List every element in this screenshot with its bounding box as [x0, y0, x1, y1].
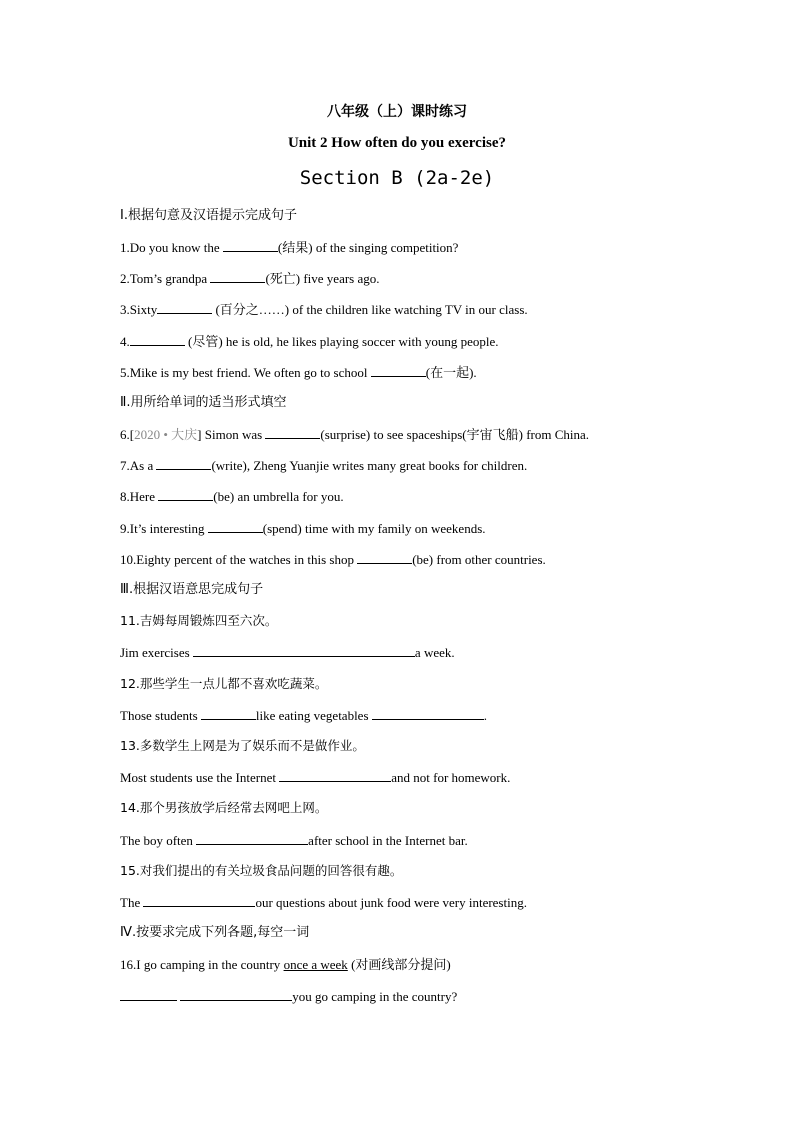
q12-chinese: 12.那些学生一点儿都不喜欢吃蔬菜。 — [120, 676, 328, 691]
q1-blank[interactable] — [223, 238, 278, 252]
question-13 — [120, 768, 510, 787]
unit-title: Unit 2 How often do you exercise? — [287, 135, 507, 151]
q16-underlined-phrase: once a week — [283, 957, 348, 972]
q14-chinese: 14.那个男孩放学后经常去网吧上网。 — [120, 800, 328, 815]
question-12 — [120, 706, 487, 725]
q13-text-a: Most students use the Internet — [120, 770, 280, 785]
part1-heading: Ⅰ.根据句意及汉语提示完成句子 — [120, 208, 297, 223]
question-9 — [120, 519, 486, 538]
q14-text-a: The boy often — [120, 833, 197, 848]
q12-text-c: . — [483, 708, 488, 723]
q7-text-a: 7.As a — [120, 458, 157, 473]
q5-blank[interactable] — [371, 363, 426, 377]
q11-blank[interactable] — [193, 643, 415, 657]
q4-blank[interactable] — [130, 332, 185, 346]
q16-blank-2[interactable] — [180, 987, 292, 1001]
question-7 — [120, 456, 527, 475]
q6-blank[interactable] — [265, 425, 320, 439]
q12-blank-1[interactable] — [201, 706, 256, 720]
q15-text-a: The — [120, 895, 144, 910]
q3-text-a: 3.Sixty — [120, 302, 158, 317]
question-3 — [120, 300, 528, 319]
question-16-answer — [120, 987, 457, 1006]
part3-heading: Ⅲ.根据汉语意思完成句子 — [120, 582, 264, 597]
q16-text-c: you go camping in the country? — [292, 989, 458, 1004]
q12-text-a: Those students — [120, 708, 201, 723]
q15-text-b: our questions about junk food were very interesting. — [255, 895, 527, 910]
q9-text-b: (spend) time with my family on weekends. — [262, 521, 486, 536]
q8-text-b: (be) an umbrella for you. — [213, 489, 344, 504]
q4-text-a: 4. — [120, 334, 130, 349]
q1-text-a: 1.Do you know the — [120, 240, 223, 255]
q16-text-a: 16.I go camping in the country — [120, 957, 284, 972]
question-4 — [120, 332, 499, 351]
q6-text-b: (surprise) to see spaceships(宇宙飞船) from China. — [320, 427, 590, 442]
q3-blank[interactable] — [157, 300, 212, 314]
q9-blank[interactable] — [208, 519, 263, 533]
q10-blank[interactable] — [357, 550, 412, 564]
question-6 — [120, 425, 589, 444]
q14-blank[interactable] — [196, 831, 308, 845]
q8-text-a: 8.Here — [120, 489, 159, 504]
worksheet-title: 八年级（上）课时练习 — [327, 104, 467, 120]
q13-text-b: and not for homework. — [391, 770, 511, 785]
q1-text-b: (结果) of the singing competition? — [277, 240, 459, 255]
part2-heading: Ⅱ.用所给单词的适当形式填空 — [120, 395, 287, 410]
question-8 — [120, 487, 344, 506]
q7-text-b: (write), Zheng Yuanjie writes many great books for children. — [211, 458, 528, 473]
q14-text-b: after school in the Internet bar. — [308, 833, 468, 848]
q10-text-b: (be) from other countries. — [412, 552, 546, 567]
q4-text-b: (尽管) he is old, he likes playing soccer with young people. — [184, 334, 499, 349]
q7-blank[interactable] — [156, 456, 211, 470]
q11-text-a: Jim exercises — [120, 645, 193, 660]
section-title: Section B (2a-2e) — [299, 167, 495, 189]
q2-text-b: (死亡) five years ago. — [265, 271, 380, 286]
q9-text-a: 9.It’s interesting — [120, 521, 208, 536]
q2-blank[interactable] — [210, 269, 265, 283]
question-1 — [120, 238, 458, 257]
q10-text-a: 10.Eighty percent of the watches in this shop — [120, 552, 358, 567]
q5-text-a: 5.Mike is my best friend. We often go to school — [120, 365, 371, 380]
q15-chinese: 15.对我们提出的有关垃圾食品问题的回答很有趣。 — [120, 863, 403, 878]
question-10 — [120, 550, 546, 569]
q11-text-b: a week. — [414, 645, 455, 660]
q6-text-a: ] Simon was — [197, 427, 266, 442]
question-15 — [120, 893, 527, 912]
q8-blank[interactable] — [158, 487, 213, 501]
q2-text-a: 2.Tom’s grandpa — [120, 271, 211, 286]
part4-heading: Ⅳ.按要求完成下列各题,每空一词 — [120, 925, 310, 940]
question-14 — [120, 831, 468, 850]
question-2 — [120, 269, 380, 288]
q15-blank[interactable] — [143, 893, 255, 907]
q12-blank-2[interactable] — [372, 706, 484, 720]
question-11 — [120, 643, 455, 662]
q16-text-b: (对画线部分提问) — [347, 957, 451, 972]
q13-blank[interactable] — [279, 768, 391, 782]
q16-blank-1[interactable] — [120, 987, 177, 1001]
q12-text-b: like eating vegetables — [255, 708, 372, 723]
q3-text-b: (百分之……) of the children like watching TV in our class. — [212, 302, 528, 317]
q6-source: 2020 • 大庆 — [134, 427, 198, 442]
q11-chinese: 11.吉姆每周锻炼四至六次。 — [120, 613, 278, 628]
q5-text-b: (在一起). — [425, 365, 477, 380]
q6-prefix: 6.[ — [120, 427, 135, 442]
q13-chinese: 13.多数学生上网是为了娱乐而不是做作业。 — [120, 738, 365, 753]
question-5 — [120, 363, 477, 382]
question-16 — [120, 956, 451, 974]
